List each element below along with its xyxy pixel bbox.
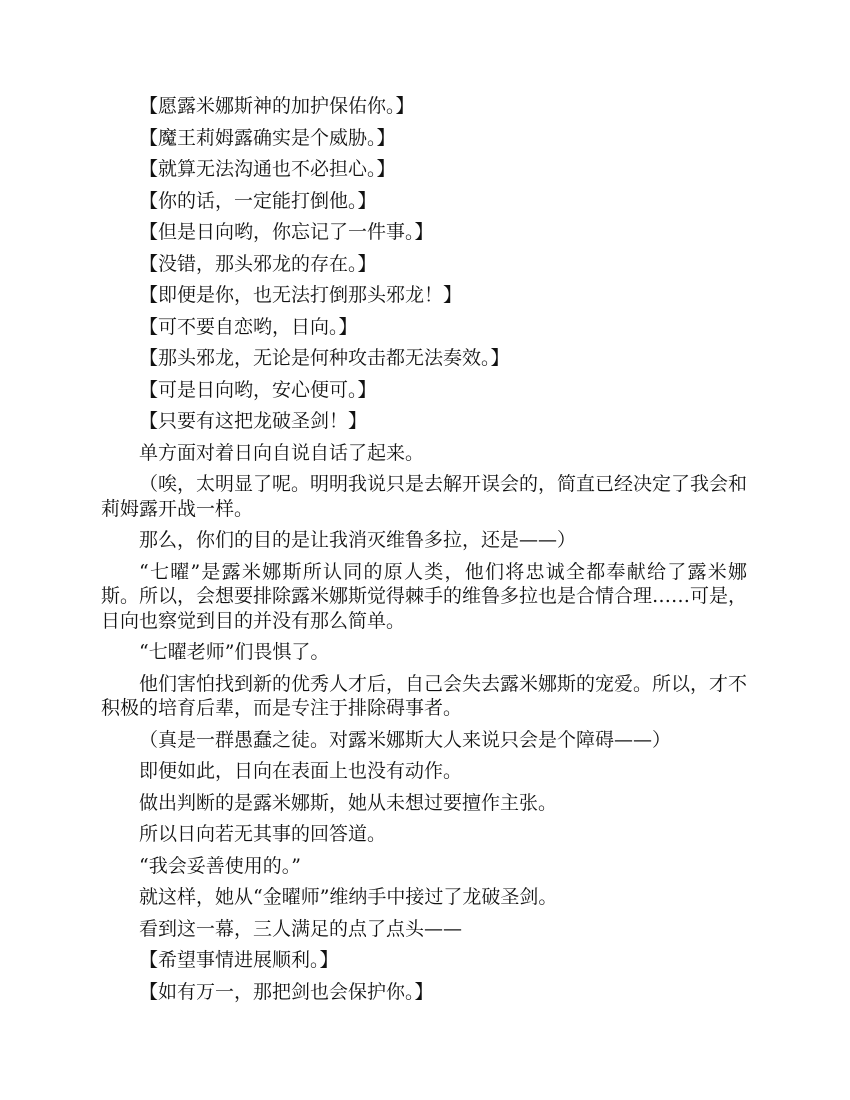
paragraph: 【没错，那头邪龙的存在。】 <box>139 252 377 275</box>
paragraph: 【魔王莉姆露确实是个威胁。】 <box>139 126 396 149</box>
paragraph: 【即便是你，也无法打倒那头邪龙！】 <box>139 284 463 306</box>
document-body <box>101 94 747 1011</box>
paragraph: “我会妥善使用的。” <box>139 854 301 877</box>
paragraph: 做出判断的是露米娜斯，她从未想过要擅作主张。 <box>139 791 558 814</box>
paragraph: 【你的话，一定能打倒他。】 <box>139 189 377 212</box>
paragraph: 【愿露米娜斯神的加护保佑你。】 <box>139 95 415 117</box>
paragraph: 【但是日向哟，你忘记了一件事。】 <box>139 221 434 243</box>
paragraph: 所以日向若无其事的回答道。 <box>139 823 387 845</box>
paragraph: “七曜老师”们畏惧了。 <box>139 641 330 663</box>
paragraph: 【只要有这把龙破圣剑！】 <box>139 410 368 432</box>
paragraph: 【希望事情进展顺利。】 <box>139 949 339 971</box>
paragraph: “七曜”是露米娜斯所认同的原人类，他们将忠诚全都奉献给了露米娜斯。所以，会想要排除露米娜斯觉得棘手的维鲁多拉也是合情合理……可是，日向也察觉到目的并没有那么简单。 <box>101 560 748 632</box>
paragraph: 【那头邪龙，无论是何种攻击都无法奏效。】 <box>139 347 510 369</box>
paragraph: 那么，你们的目的是让我消灭维鲁多拉，还是——） <box>139 529 577 551</box>
paragraph: 【可不要自恋哟，日向。】 <box>139 315 358 338</box>
paragraph: 【可是日向哟，安心便可。】 <box>139 378 377 401</box>
paragraph: （真是一群愚蠢之徒。对露米娜斯大人来说只会是个障碍——） <box>139 728 672 751</box>
paragraph: 他们害怕找到新的优秀人才后，自己会失去露米娜斯的宠爱。所以，才不积极的培育后辈，而是专注于排除碍事者。 <box>101 672 748 719</box>
paragraph: 【如有万一，那把剑也会保护你。】 <box>139 980 434 1003</box>
paragraph: 看到这一幕，三人满足的点了点头—— <box>139 917 463 940</box>
paragraph: 即便如此，日向在表面上也没有动作。 <box>139 760 463 782</box>
paragraph: 就这样，她从“金曜师”维纳手中接过了龙破圣剑。 <box>139 886 558 908</box>
paragraph: 单方面对着日向自说自话了起来。 <box>139 441 425 464</box>
paragraph: 【就算无法沟通也不必担心。】 <box>139 158 396 180</box>
paragraph: （唉，太明显了呢。明明我说只是去解开误会的，简直已经决定了我会和莉姆露开战一样。 <box>101 473 748 520</box>
